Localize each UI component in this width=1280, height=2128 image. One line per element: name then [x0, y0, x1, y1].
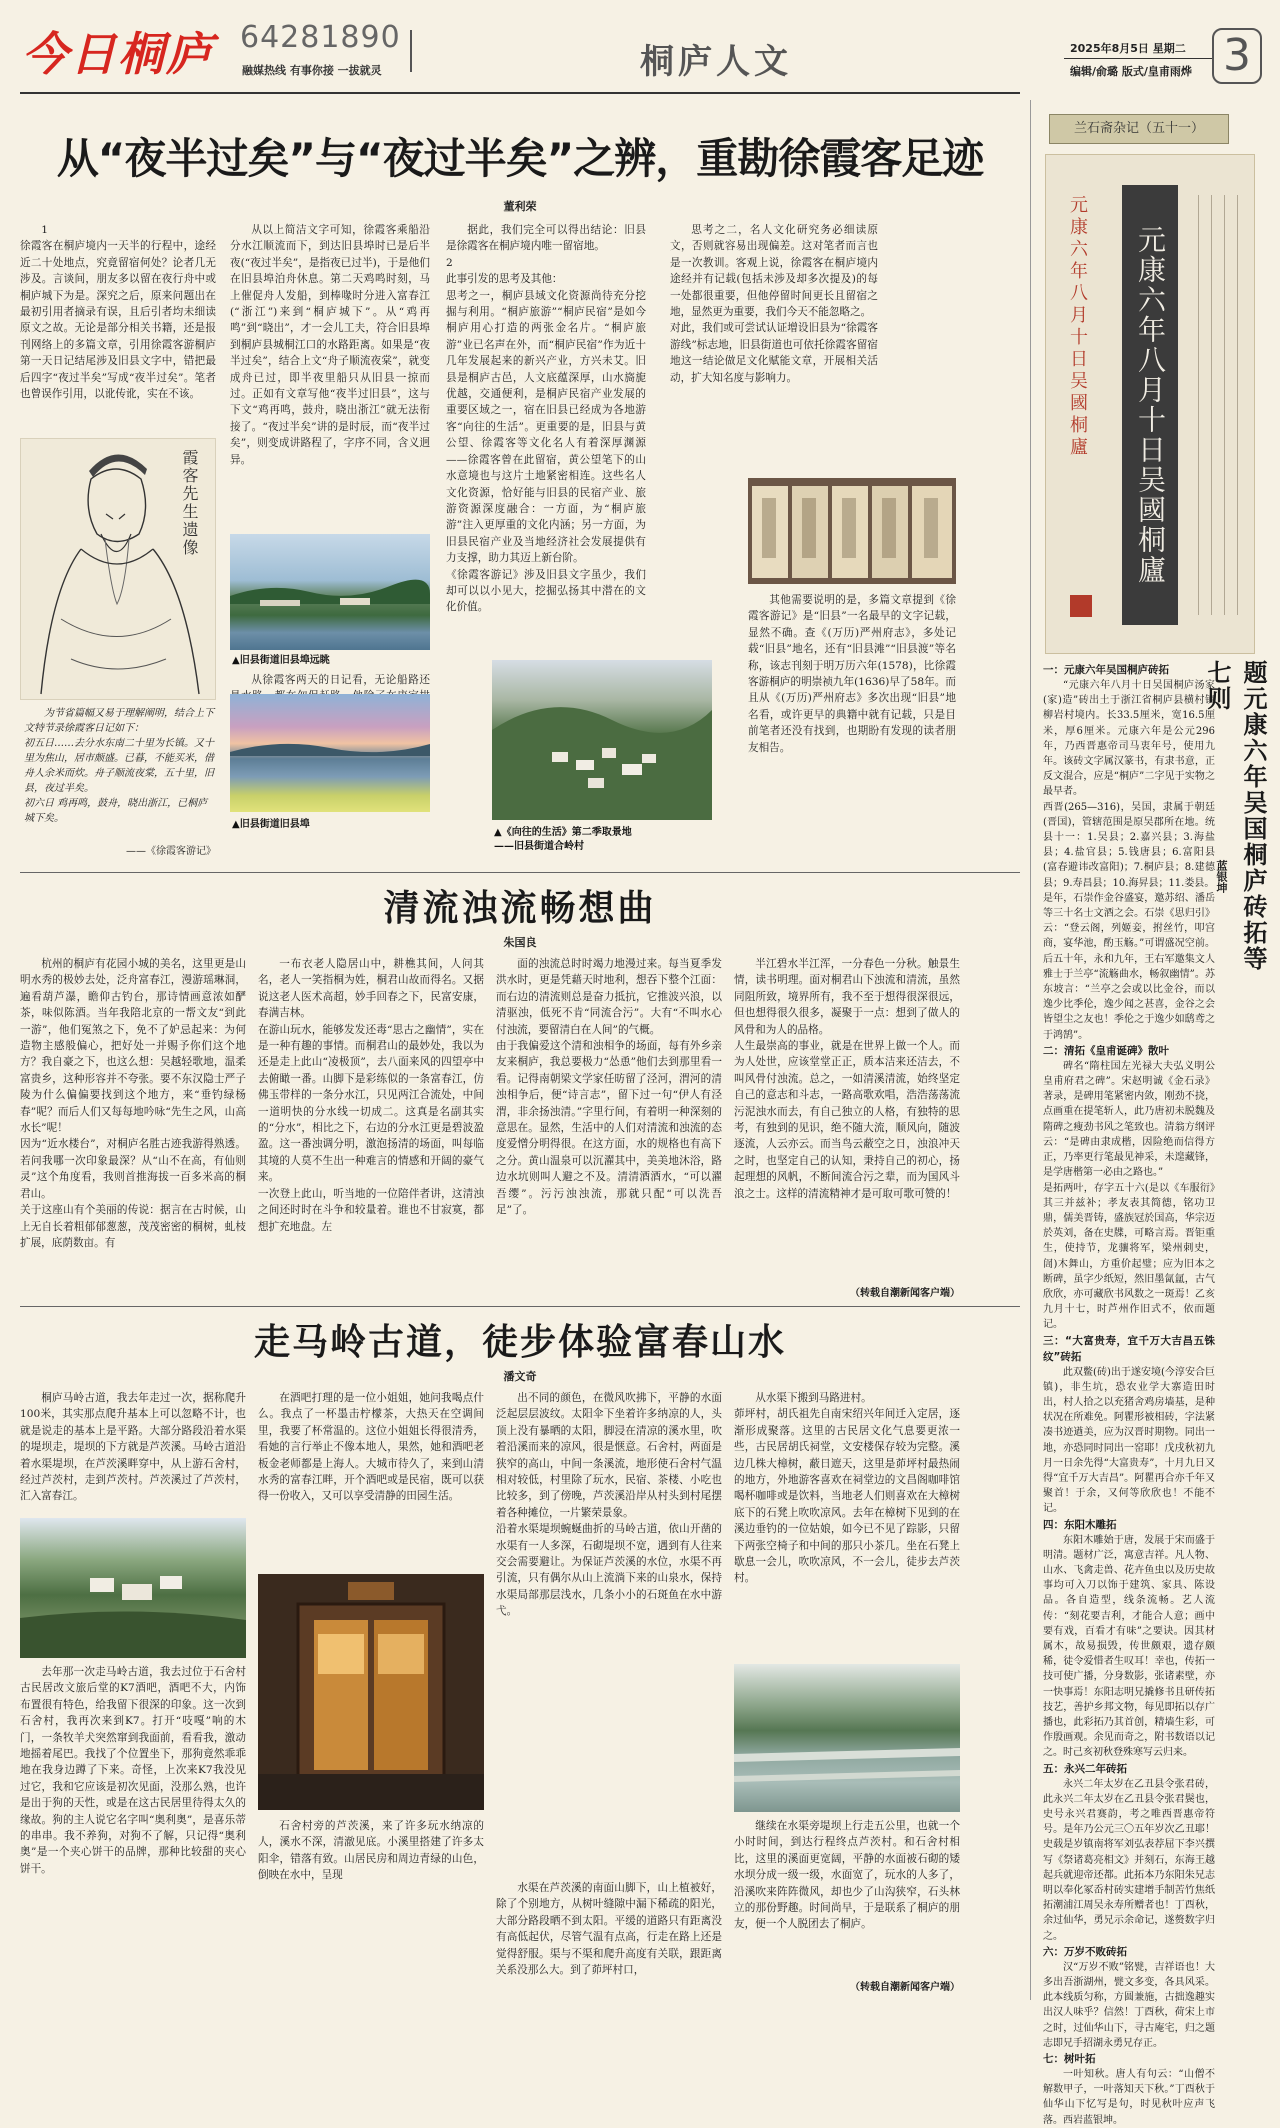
article-1-col-1: 1 徐霞客在桐庐境内一天半的行程中，途经近二十处地点，究竟留宿何处？论者几无涉及。言谈间，朋友多以留在夜行舟中或桐庐城下为是。深究之后，原来问题出在最初引用者摘录有误，且后引者均未细读原文之故。无论是部分相关书籍，还是报刊网络上的多篇文章，引用徐霞客游桐庐第一天日记结尾涉及旧县文字中，错把最后四字“夜过半矣”写成“夜半过矣”。笔者也曾误作引用，以讹传讹，实在不该。: [20, 224, 216, 401]
section-7-heading: 七：树叶拓: [1043, 2053, 1096, 2066]
issue-date: 2025年8月5日 星期二: [1070, 42, 1186, 55]
rubbing-inscription: [1192, 195, 1246, 615]
sidebar-body: [1043, 662, 1215, 2126]
section-4-body: 东阳木雕始于唐，发展于宋而盛于明清。题材广泛，寓意吉祥。凡人物、山水、飞禽走兽、花卉鱼虫以及历史故事均可入刀以饰于建筑、家具、陈设品。各自造型，线条流畅。艺人流传：“刻花要吉利，才能合人意；画中要有戏，百看才有味”之要诀。因其材属木，故易损毁，传世颇艰，遗存颇稀，徒令爱惜者生叹耳！幸也，传拓一技可使广播，分身数影，张诸素壁，亦一快事焉！东阳志明兄撬修书且研传拓技艺，善护乡邦文物，每见即拓以存广播也，此彩拓乃其首创，精墙生彩，可作殷画观。余见而奇之，附书数语以记之。时己亥初秋登殊寒写云归来。: [1043, 1534, 1215, 1759]
section-2-heading: 二：清拓《皇甫诞碑》散叶: [1043, 1044, 1169, 1057]
article-3-col-1b: 去年那一次走马岭古道，我去过位于石舍村古民居改文旅后堂的K7酒吧，酒吧不大，内饰布置很有特色，给我留下很深的印象。这一次到石舍村，我再次来到K7。打开“吱嘎”响的木门，一条牧羊犬突然窜到我面前，看看我，激动地摇着尾巴。我找了个位置坐下，那狗竟然乖乖地在我身边蹲了下来。奇怪，上次来K7我没见过它，我和它应该是初次见面，没那么熟，也许是出于狗的天性，或是在这古民居里待得太久的缘故。狗的主人说它名字叫“奥利奥”，是喜乐蒂的串串。我不养狗，对狗不了解，只记得“奥利奥”是一个夹心饼干的品牌，那种比较甜的夹心饼干。: [20, 1666, 246, 1875]
brand-logo: 今日桐庐: [22, 27, 214, 81]
photo-2-caption: ▲旧县街道旧县埠: [232, 819, 310, 830]
article-2-author: 朱国良: [503, 936, 537, 949]
article-1-col-4: 思考之二，名人文化研究务必细读原文，否则就容易出现偏差。这对笔者而言也是一次教训。客观上说，徐霞客在桐庐境内途经并有记载(包括未涉及却多次提及)的每一处都很重要，但他停留时间更长且留宿之地，显然更为重要，我们今天不能忽略之。 对此，我们或可尝试认证增设旧县为“徐霞客游线”标志地，旧县街道也可依托徐霞客留宿地这一结论做足文化赋能文章，开展相关活动，扩大知名度与影响力。: [670, 224, 878, 384]
section-3-body: 此双鳖(砖)出于遂安境(今淳安合巨镇)，非生坑，恐农业学大寨造田时出，村人拾之以充猪舍鸡房墙基，是种状况在所难免。阿瞿形被相砖，字法紧凑书迹遒美，应为汉晋时期物。同出一地，亦恐同时同出一窑耶！戊戌秋初九月一日余先得“大富贵寿”，十月九日又得“宜千万大吉昌”。阿瞿再合亦千年又聚首！于余，又何等欣欣也！不能不记。: [1043, 1366, 1215, 1515]
hotline-number: 64281890: [240, 20, 401, 55]
section-title: 桐庐人文: [640, 42, 792, 82]
article-1-col-2b: 从徐霞客两天的日记看，无论船路还: [251, 674, 430, 686]
article-2-col-1: 杭州的桐庐有花园小城的美名，这里更是山明水秀的极妙去处，泛舟富春江，漫游瑶琳洞，遍看葫芦瀑，瞻仰古钓台，那诗情画意浓如酽茶，味似陈酒。当年我陪北京的一帮文友“到此一游”，他们冤煞之下，免不了妒忌起来：为何造物主感般偏心，把好处一并赐予你们这个地方？我自豪之下，也这么想：吴越轻歌地，温柔富贵乡，这种形容并不夸张。要不东汉隐士严子陵为什么偏偏要找到这个地方，来“垂钓绿杨春”呢？而后人们又每每地吟咏“先生之风，山高水长”呢！ 因为“近水楼台”，对桐庐名胜古迹我游得熟透。若问我哪一次印象最深？从“山不在高，有仙则灵”这个角度看，我则首推海拔一百多米高的桐君山。 关于这座山有个美丽的传说：据言在古时候，山上无自长着粗郁郁葱葱，茂茂密密的桐树，虬枝扩展，底荫数亩。有: [20, 958, 246, 1249]
section-4-heading: 四：东阳木雕拓: [1043, 1518, 1117, 1531]
article-3-source: （转载自潮新闻客户端）: [850, 1982, 960, 1993]
article-2-title: 清流浊流畅想曲: [383, 888, 657, 929]
article-1-author: 董利荣: [503, 200, 537, 213]
sidebar-series-label: 兰石斋杂记（五十一）: [1073, 121, 1204, 136]
rubbing-main-text: 元康六年八月十日吴國桐廬: [1122, 185, 1178, 625]
section-2-body: 碑名“隋柱国左光禄大夫弘义明公皇甫府君之碑”。宋赵明诚《金石录》著录，是碑用笔紧密内敛，刚劲不挠，点画重在提笔斩人，此乃唐初未脱魏及隋碑之瘦劲书风之笔致也。清翁方纲评云：“是碑由隶成楷，因险绝而信得方正，乃率更行笔最见神采，未遑藏锋，是学唐楷第一必由之路也。” 是拓两叶，存字五十六(是以《车服衍》其三并兹补；孝友表其简德，铭功卫鼎，儒美晋铸，盛族冠於国高，华宗迈於英刘，备在史牒，可略言焉。晋钜重生，使持节，龙骧将军，梁州刺史，訚)木舞山，方重价起璧；应为旧本之断碑，虽字少纸短，然旧墨氤氲，古气欣欣，亦可藏欣书风数之一斑焉！乙亥九月十七，时芦州作旧式不，依而题记。: [1043, 1060, 1215, 1331]
photo-jiuxian-pier-view: [230, 534, 430, 650]
header-underline: [20, 92, 1020, 94]
photo-gazetteer-books: [748, 478, 956, 584]
section-5-heading: 五：永兴二年砖拓: [1043, 1762, 1127, 1775]
sidebar-series-tag: [1049, 114, 1229, 144]
rubbing-side-text: 元康六年八月十日吴國桐廬: [1067, 195, 1088, 459]
sidebar-title: 题元康六年吴国桐庐砖拓等七则: [1203, 660, 1267, 972]
portrait-inscription: 霞客先生遗像: [180, 449, 199, 557]
section-3-heading: 三：“大富贵寿，宜千万大吉昌五铢纹”砖拓: [1043, 1334, 1215, 1363]
article-3-col-2b: 石舍村旁的芦茨溪，来了许多玩水纳凉的人，溪水不深，清澈见底。小溪里搭建了许多太阳伞，错落有致。山居民房和周边青绿的山色，倒映在水中，呈现: [258, 1820, 484, 1882]
brick-rubbing-scroll: [1045, 154, 1255, 654]
section-1-heading: 一：元康六年吴国桐庐砖拓: [1043, 664, 1169, 676]
article-3-col-3b: 水渠在芦茨溪的南面山脚下，山上植被好，除了个别地方，从树叶缝隙中漏下稀疏的阳光，大部分路段晒不到太阳。平缓的道路只有距离没有高低起伏，尽管气温有点高，行走在路上还是觉得舒服。渠与不渠和爬升高度有关联，跟距离关系没那么大。到了茆坪村口，: [496, 1882, 722, 1977]
article-3-col-4b: 继续在水渠旁堤坝上行走五公里，也就一个小时时间，到达行程终点芦茨村。和石舍村相比，这里的溪面更宽阔，平静的水面被石砌的矮水坝分成一级一级，水面宽了，玩水的人多了，沿溪吹来阵阵微风，却也少了山沟狭窄，石头林立的那份野趣。时间尚早，于是联系了桐庐的朋友，便一个人脱团去了桐庐。: [734, 1820, 960, 1931]
article-3-author: 潘文奇: [503, 1370, 537, 1383]
masthead-divider: [410, 30, 412, 72]
xu-xiake-portrait: [20, 438, 216, 700]
article-3-col-4: 从水渠下搬到马路进村。 茆坪村，胡氏祖先自南宋绍兴年间迁入定居，逐渐形成聚落。这里的古民居文化气息要更浓一些，古民居胡氏祠堂，文安楼保存较为完整。溪边几株大樟树，蔽日遮天，这里是茆坪村最热闹的地方，外地游客喜欢在祠堂边的文昌阁咖啡馆喝杯咖啡或是饮料，当地老人们则喜欢在大樟树底下的石凳上吹吹凉风。去年在樟树下见到的在溪边垂钓的一位姑娘，如今已不见了踪影，只留下两张空椅子和中间的那只小茶几。坐在石凳上歇息一会儿，吹吹凉风，不一会儿，徒步去芦茨村。: [734, 1392, 960, 1585]
page-number: 3: [1212, 28, 1262, 84]
section-7-body: 一叶知秋。唐人有句云：“山僧不解数甲子，一叶落知天下秋。”丁酉秋于仙华山下忆写是句，时见秋叶应声飞落。西岩蓝银坤。: [1043, 2069, 1215, 2126]
section-1-body: “元康六年八月十日吴国桐庐汤家(家)造”砖出土于浙江省桐庐县横村镇柳岩村境内。长33.5厘米，宽16.5厘米，厚6厘米。元康六年是公元296年，乃西晋惠帝司马衷年号，使用九年。该砖文字属汉篆书，有隶书意，正反文混合，应是“桐庐”二字见于实物之最早者。 西晋(265—316)，吴国，隶属于朝廷(晋国)，管辖范围是原吴郡所在地。统县十一：1.吴县；2.嘉兴县；3.海盐县；4.盐官县；5.钱唐县；6.富阳县(富春避讳改富阳)；7.桐庐县；8.建德县；9.寿昌县；10.海昇县；11.娄县。 是年，石崇作金谷盛宴，邀苏绍、潘岳等三十名士文酒之会。石崇《思归引》云：“登云阁，列姬妾，拊丝竹，叩宫商，宴华池，酌玉觞。”可谓盛况空前。后五十年，永和九年，王右军邀集文人雅士于兰亭“流觞曲水，畅叙幽情”。苏东坡言：“兰亭之会或以比金谷，而以逸少比季伦，逸少闻之甚喜，金谷之会皆望尘之友也！季伦之于逸少如鸱鸢之于鸿鹄”。: [1043, 680, 1215, 1041]
article-2-col-4: 半江碧水半江浑，一分春色一分秋。触景生情，读书明理。面对桐君山下浊流和清流，虽然同阻所致，境界所有，我不至于想得很深很远，但也想得很久很多，凝聚于一点：想到了做人的风骨和为人的品格。 人生最崇高的事业，就是在世界上做一个人。而为人处世，应该堂堂正正，质本洁来还洁去，不叫风骨付浊流。总之，一如清溪清流，始终坚定自己的意志和斗志，一路高歌欢唱，浩浩荡荡流污泥浊水而去，有自己独立的人格，有独特的思考，有独到的见识，绝不随大流，顺风向，随波逐流，人云亦云。而当鸟云蔽空之日，浊浪冲天之时，也坚定自己的认知，秉持自己的初心，扬起理想的风帆，不断间流合污之辈，而为国风斗浪之士。这样的清流精神才是可取可歌可赞的！: [734, 958, 960, 1200]
article-3-title: 走马岭古道，徒步体验富春山水: [253, 1322, 786, 1363]
section-6-heading: 六：万岁不败砖拓: [1043, 1945, 1127, 1958]
article-3-col-1: 桐庐马岭古道，我去年走过一次，据称爬升100米，其实那点爬升基本上可以忽略不计，也就是说走的基本上是平路。大部分路段沿着水渠的堤坝走，堤坝的下方就是芦茨溪。马岭古道沿着水渠堤坝，在芦茨溪畔穿中，从上游石舍村，经过芦茨村，走到芦茨村。芦茨溪过了芦茨村，汇入富春江。: [20, 1392, 246, 1503]
hotline-slogan: 融媒热线 有事你接 一拔就灵: [242, 64, 382, 77]
diary-excerpt: 为节省篇幅又易于理解阐明，结合上下文特节录徐霞客日记如下： 初五日……去分水东南二十里为长镇。又十里为焦山，居市颇盛。已暮，不能买米，借舟人余米而炊。舟子顺流夜棠，五十里，旧县，夜过半矣。 初六日 鸡再鸣，鼓舟，晓出浙江，已桐庐城下矣。: [24, 708, 214, 824]
photo-3-caption: ▲《向往的生活》第二季取景地 ——旧县街道合岭村: [494, 827, 632, 852]
sidebar-author: 蓝银坤: [1215, 860, 1228, 893]
photo-shishe-village: [20, 1518, 246, 1658]
photo-jiuxian-pier-sunset: [230, 694, 430, 812]
masthead: [0, 0, 1280, 90]
photo-luci-stream: [734, 1664, 960, 1812]
article-2-top-rule: [20, 872, 1020, 873]
article-3-top-rule: [20, 1306, 1020, 1307]
article-2-col-2: 一布衣老人隐居山中，耕樵其间，人问其名，老人一笑指桐为姓，桐君山故而得名。又据说这老人医术高超，妙手回春之下，民富安康，春满吉林。 在游山玩水，能够发发还毒“思古之幽情”，实在是一种有趣的事情。而桐君山的最妙处，我以为还是走上此山“凌极顶”，去八面来风的四望亭中去俯瞰一番。山脚下是彩练似的一条富春江，仿佛玉带样的一条分水江，只见两江合流处，中间一道明快的分水线一切成二。这真是名副其实的“分水”，相比之下，右边的分水江更是碧波盈盈。这一番浊调分明，激泡扬清的场面，叫每临其境的人莫不生出一种难言的情感和开阔的豪气来。 一次登上此山，听当地的一位陪伴者讲，这清浊之间还时时在斗争和较量着。谁也不甘寂寞，都想扩充地盘。左: [258, 958, 484, 1233]
editor-credits: 编辑/俞璐 版式/皇甫雨烨: [1070, 65, 1192, 78]
section-6-body: 汉“万岁不败”铭甓，吉祥语也！大多出吾浙湖州，甓文多变，各具风采。此本线质匀称，方圆兼施，古拙逸趣实出汉人味乎？信然！丁酉秋，荷宋上市之时，过仙华山下，寻古庵宅，归之题志即兄手招湖永勇兄存正。: [1043, 1961, 1215, 2049]
article-1-col-4b: 其他需要说明的是，多篇文章提到《徐霞客游记》是“旧县”一名最早的文字记载，显然不确。查《(万历)严州府志》，多处记载“旧县”地名，还有“旧县滩”“旧县渡”等名称，该志刊刻于明万历六年(1578)，比徐霞客游桐庐的明崇祯九年(1636)早了58年。而且从《(万历)严州府志》多次出现“旧县”地名看，或许更早的典籍中就有记载，只是目前笔者还没有找到，也期盼有发现的读者朋友相告。: [748, 594, 956, 754]
article-2-col-3: 面的浊流总时时竭力地漫过来。每当夏季发洪水时，更是凭藉天时地利，想吞下整个江面：而右边的清流则总是奋力抵抗，它推波兴浪，以清驱浊，低死不肯“同流合污”。大有“不叫水心付浊流，要留清白在人间”的气概。 由于我偏爱这个清和浊相争的场面，每有外乡亲友来桐庐，我总要极力“怂恿”他们去到那里看一看。记得南朝梁文学家任昉留了泾河，渭河的清浊相争后，便“诗言志”，留下过一句“伊人有泾渭，非余扬浊清。”字里行间，有着明一种深刻的意思在。显然，生活中的人们对清流和浊流的态度爱憎分明得很。在这方面，水的规格也有高下之分。黄山温泉可以沉濯其中，美美地沐浴，路边水坑则叫人避之不及。清清酒酒水，“可以濯吾缨”。污污浊浊流，那就只配“可以洗吾足”了。: [496, 958, 722, 1217]
photo-heling-village: [492, 660, 712, 820]
article-3-col-3: 出不同的颜色，在微风吹拂下，平静的水面泛起层层波纹。太阳伞下坐着许多纳凉的人，头顶上没有暴晒的太阳，脚浸在清凉的溪水里，吹着沿溪而来的凉风，很是惬意。石舍村，两面是狭窄的高山，中间一条溪流，地形使石舍村气温相对较低，村里除了玩水，民宿、茶楼、小吃也比较多，到了傍晚，芦茨溪沿岸从村头到村尾摆着各种摊位，一片繁荣景象。 沿着水渠堤坝蜿蜒曲折的马岭古道，依山开凿的水渠有一人多深，石砌堤坝不宽，遇到有人往来交会需要避让。为保证芦茨溪的水位，水渠不再引流，只有偶尔从山上流淌下来的山泉水，保持水渠局部那层浅水，几条小小的石斑鱼在水中游弋。: [496, 1392, 722, 1618]
article-1-col-2: 从以上简洁文字可知，徐霞客乘船沿分水江顺流而下，到达旧县埠时已是后半夜(“夜过半矣”，是指夜已过半)，于是他们在旧县埠泊舟休息。第二天鸡鸣时刻，马上催促舟人发船，到棒喙时分进入富春江(“浙江”)来到“桐庐城下”。从“鸡再鸣”到“晓出”，才一会儿工夫，符合旧县埠到桐庐县城桐江口的水路距离。如果是“夜半过矣”，结合上文“舟子顺流夜棠”，就变成舟已过，即半夜里船只从旧县一掠而过。正如有文章写他“夜半过旧县”，这与下文“鸡再鸣，鼓舟，晓出浙江”就无法衔接了。“夜过半矣”讲的是时辰，而“夜半过矣”，则变成讲路程了，字序不同，含义迥异。: [230, 224, 430, 466]
article-1-title: 从“夜半过矣”与“夜过半矣”之辨，重勘徐霞客足迹: [56, 134, 984, 183]
article-2-source: （转载自潮新闻客户端）: [850, 1288, 960, 1299]
masthead-rule: [1064, 58, 1214, 59]
diary-source: ——《徐霞客游记》: [126, 846, 216, 857]
article-3-col-2: 在酒吧打理的是一位小姐姐，她问我喝点什么。我点了一杯墨击柠檬茶，大热天在空调间里，我要了杯常温的。这位小姐姐长得很清秀，看她的言行举止不像本地人，果然，她和酒吧老板金老师都是上海人。大城市待久了，来到山清水秀的富春江畔，开个酒吧或是民宿，既可以获得一份收入，又可以享受清静的田园生活。: [258, 1392, 484, 1503]
seal-stamp: [1070, 595, 1092, 617]
photo-1-caption: ▲旧县街道旧县埠远眺: [232, 655, 330, 666]
photo-k7-bar-door: [258, 1574, 484, 1810]
section-5-body: 永兴二年太岁在乙丑县令张君砖，此永兴二年太岁在乙丑县令张君鬓也，史号永兴君赛韵，考之唯西晋惠帝符号。是年乃公元三〇五年岁次乙丑耶！史载是岁镇南将军刘弘表荐屈下李兴撰写《祭诸葛亮相文》并刻石，东海王越起兵就迎帝还都。此拓本乃东阳朱兄志明以奉化冢岙村砖实建增手制苦竹焦纸拓潮浦江周吴永寿所赠者也！丁酉秋，余过仙华，勇兄示余命记，遂赘数字归之。: [1043, 1778, 1215, 1942]
sidebar: [1030, 100, 1270, 2126]
article-1-col-3: 据此，我们完全可以得出结论：旧县是徐霞客在桐庐境内唯一留宿地。 2 此事引发的思考及其他： 思考之一，桐庐县域文化资源尚待充分挖掘与利用。“桐庐旅游”“桐庐民宿”是如今桐庐用心打造的两张金名片。“桐庐旅游”业已名声在外，而“桐庐民宿”作为近十几年发展起来的新兴产业，方兴未艾。旧县是桐庐古邑，人文底蕴深厚，山水旖旎优越，交通便利，是桐庐民宿产业发展的重要区域之一，宿在旧县已经成为各地游客“向往的生活”。更重要的是，旧县与黄公望、徐霞客等文化名人有着深厚渊源——徐霞客曾在此留宿，黄公望笔下的山水意境也与这片土地紧密相连。这些名人文化资源，恰好能与旧县的民宿产业、旅游资源深度融合：一方面，为“桐庐旅游”注入更厚重的文化内涵；另一方面，为旧县民宿产业及当地经济社会发展提供有力支撑，助力其迈上新台阶。 《徐霞客游记》涉及旧县文字虽少，我们却可以以小见大，挖掘弘扬其中潜在的文化价值。: [446, 224, 646, 614]
